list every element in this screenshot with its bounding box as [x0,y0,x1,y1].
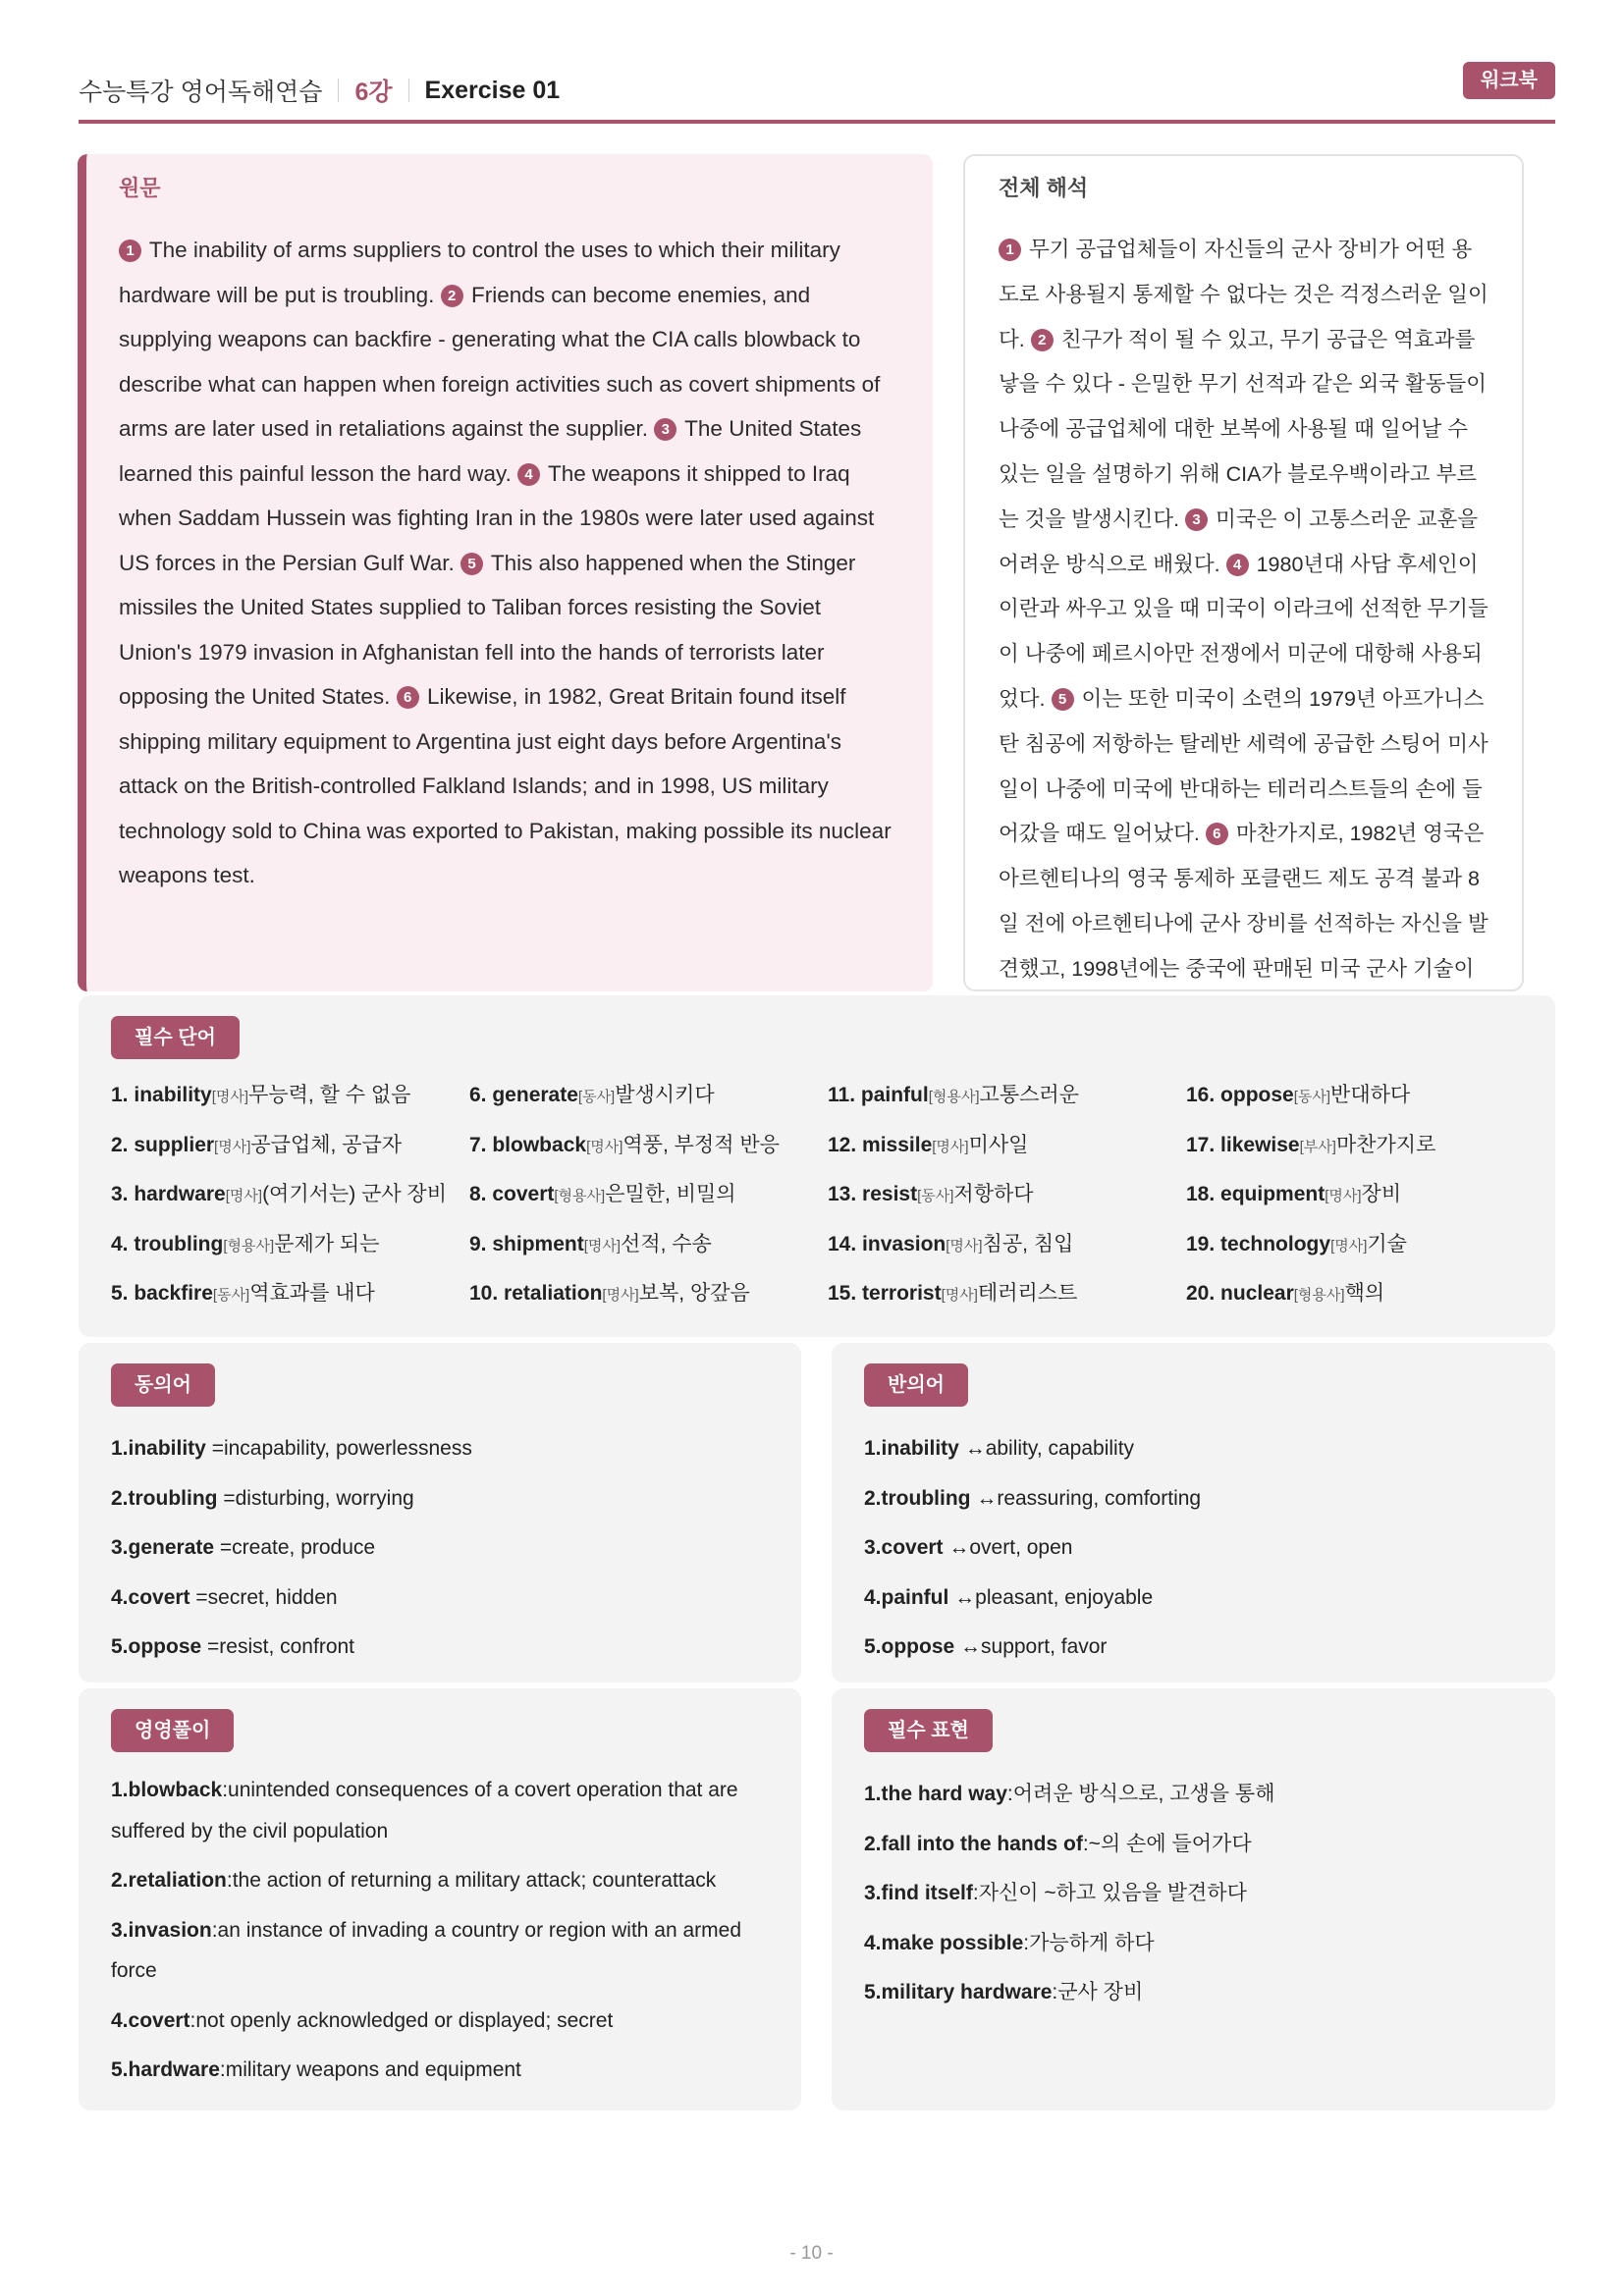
expressions-panel [832,1688,1555,2110]
antonym-item [864,1474,1523,1524]
vocab-item [111,1279,469,1329]
expression-item-term: 1.the hard way [864,1783,1007,1805]
translation-sentence-2: 친구가 적이 될 수 있고, 무기 공급은 역효과를 낳을 수 있다 - 은밀한 무기 선적과 같은 외국 활동들이 나중에 공급업체에 대한 보복에 사용될 때 일어날 수 있는 일을 설명하기 위해 CIA가 블로우백이라고 부르는 것을 발생시킨다. [999,327,1488,531]
sentence-number-5: 5 [460,553,483,575]
vocab-item [828,1230,1186,1280]
definitions-panel [79,1688,801,2110]
vocab-meaning: 기술 [1367,1232,1407,1255]
vocab-item [1186,1230,1500,1280]
header-divider [408,79,409,102]
vocab-word-text: supplier [134,1133,215,1156]
vocab-number: 8. [469,1183,487,1205]
original-sentence-1: The inability of arms suppliers to control the uses to which their military hardware will be put is troubling. [119,238,840,307]
sentence-number-4: 4 [1226,554,1249,576]
vocab-title: 필수 단어 [111,1016,240,1059]
vocab-word-text: retaliation [504,1282,603,1305]
synonym-item-term: 4.covert [111,1585,190,1609]
vocab-word [1186,1134,1300,1156]
synonym-item-term: 3.generate [111,1536,215,1559]
vocab-word [1186,1084,1294,1106]
vocab-word [111,1183,226,1205]
expression-item-text: :~의 손에 들어가다 [1082,1832,1252,1855]
definition-item [111,1910,769,1992]
expression-item [864,1820,1523,1870]
vocab-item [469,1279,828,1329]
vocab-word [828,1183,917,1205]
vocab-word-text: technology [1220,1232,1331,1255]
synonym-item-text: =create, produce [214,1536,376,1559]
vocab-pos: [동사] [577,1089,616,1105]
vocab-pos: [형용사] [1293,1287,1345,1304]
vocab-item [828,1180,1186,1230]
expression-item-term: 5.military hardware [864,1981,1053,2003]
synonyms-title: 동의어 [111,1363,215,1407]
original-sentence-3: The United States learned this painful lesson the hard way. [119,416,862,486]
vocab-pos: [형용사] [554,1188,606,1204]
vocab-word-text: equipment [1220,1183,1325,1205]
vocab-word-text: hardware [134,1183,226,1205]
vocab-word [111,1084,212,1106]
vocab-word [828,1233,946,1255]
sentence-number-2: 2 [1031,329,1054,351]
definition-item-term: 5.hardware [111,2058,220,2081]
expression-item [864,1968,1523,2018]
synonyms-list [111,1424,769,1673]
vocab-item [1186,1131,1500,1181]
vocab-pos: [명사] [941,1287,978,1304]
sentence-number-4: 4 [517,463,540,486]
definition-item-term: 1.blowback [111,1779,223,1801]
sentence-number-1: 1 [119,240,141,262]
vocab-word [469,1183,554,1205]
vocab-meaning: 무능력, 할 수 없음 [248,1084,411,1106]
expressions-list [864,1770,1523,2018]
sentence-number-6: 6 [397,686,419,709]
vocab-number: 3. [111,1183,129,1205]
antonym-item-text: ↔overt, open [943,1536,1073,1559]
vocab-pos: [동사] [1293,1089,1331,1105]
vocab-pos: [명사] [1330,1237,1368,1255]
vocab-word [1186,1233,1330,1255]
translation-sentence-4: 1980년대 사담 후세인이 이란과 싸우고 있을 때 미국이 이라크에 선적한 무기들이 나중에 페르시아만 전쟁에서 미군에 대항해 사용되었다. [999,552,1488,711]
expression-item [864,1869,1523,1919]
definition-item [111,1860,769,1901]
vocab-pos: [형용사] [223,1237,275,1255]
vocab-pos: [동사] [917,1188,954,1204]
synonyms-panel [79,1343,801,1682]
vocab-meaning: 장비 [1361,1183,1402,1205]
vocab-word [469,1134,586,1156]
vocab-meaning: 미사일 [968,1133,1029,1156]
vocab-meaning: (여기서는) 군사 장비 [262,1183,448,1205]
antonym-item-term: 5.oppose [864,1635,955,1658]
definitions-title: 영영풀이 [111,1709,234,1752]
definition-item [111,1770,769,1851]
synonym-item [111,1474,769,1524]
vocab-pos: [형용사] [928,1089,980,1105]
vocab-meaning: 마찬가지로 [1335,1133,1436,1156]
antonym-item [864,1523,1523,1574]
vocab-item [469,1230,828,1280]
original-text-box [78,154,933,991]
vocab-word [1186,1183,1325,1205]
synonym-item-term: 2.troubling [111,1486,218,1510]
vocab-item [1186,1279,1500,1329]
vocab-item [111,1230,469,1280]
original-sentence-4: The weapons it shipped to Iraq when Saddam Hussein was fighting Iran in the 1980s were later used against US forces in the Persian Gulf War. [119,460,875,575]
definition-item-text: :unintended consequences of a covert operation that are suffered by the civil population [111,1779,738,1842]
vocab-meaning: 보복, 앙갚음 [638,1282,750,1305]
vocab-word [828,1282,942,1305]
workbook-badge: 워크북 [1463,62,1555,99]
vocab-word [111,1233,223,1255]
vocab-word-text: invasion [862,1232,947,1255]
definition-item-text: :an instance of invading a country or region with an armed force [111,1918,742,1982]
vocab-meaning: 반대하다 [1330,1084,1411,1106]
vocab-number: 4. [111,1232,129,1255]
vocab-word-text: backfire [134,1282,213,1305]
expression-item-term: 2.fall into the hands of [864,1832,1083,1855]
vocab-word-text: resist [862,1183,918,1205]
vocab-pos: [명사] [602,1287,639,1304]
antonym-item-text: ↔ability, capability [958,1437,1135,1460]
original-title: 원문 [119,176,161,200]
page-number: - 10 - [789,2243,834,2264]
definition-item-text: :military weapons and equipment [219,2058,521,2081]
vocab-number: 1. [111,1084,129,1106]
vocab-pos: [명사] [1325,1188,1362,1204]
synonym-item [111,1424,769,1474]
vocab-word-text: covert [492,1183,555,1205]
vocab-word-text: oppose [1220,1084,1294,1106]
original-sentence-6: Likewise, in 1982, Great Britain found itself shipping military equipment to Argentina just eight days before Argentina's attack on the British-controlled Falkland Islands; and in 1998, US military technology sold to China was exported to Pakistan, making possible its nuclear weapons test. [119,684,892,887]
vocab-item [111,1131,469,1181]
antonym-item-text: ↔reassuring, comforting [970,1486,1202,1510]
antonyms-title: 반의어 [864,1363,968,1407]
vocab-word-text: troubling [134,1232,224,1255]
definition-item [111,2001,769,2042]
antonym-item-term: 2.troubling [864,1486,971,1510]
vocab-meaning: 선적, 수송 [621,1232,712,1255]
translation-body [999,228,1488,1037]
header-divider [338,79,339,102]
synonym-item [111,1574,769,1624]
vocab-item [469,1081,828,1131]
vocab-number: 7. [469,1133,487,1156]
vocab-number: 9. [469,1232,487,1255]
vocab-number: 18. [1186,1183,1216,1205]
vocab-number: 20. [1186,1282,1216,1305]
vocab-meaning: 핵의 [1344,1282,1385,1305]
vocab-list [111,1081,1523,1329]
vocab-item [111,1081,469,1131]
expression-item-term: 3.find itself [864,1882,973,1904]
translation-sentence-3: 미국은 이 고통스러운 교훈을 어려운 방식으로 배웠다. [999,507,1479,576]
vocab-pos: [명사] [225,1188,263,1204]
vocab-item [1186,1180,1500,1230]
vocab-meaning: 은밀한, 비밀의 [605,1183,736,1205]
vocab-pos: [명사] [586,1138,623,1155]
original-body [119,228,897,898]
antonym-item-term: 4.painful [864,1585,949,1609]
antonyms-panel [832,1343,1555,1682]
original-sentence-2: Friends can become enemies, and supplying weapons can backfire - generating what the CIA calls blowback to describe what can happen when foreign activities such as covert shipments of arms are later used in retaliations against the supplier. [119,282,881,441]
expression-item-text: :어려운 방식으로, 고생을 통해 [1006,1783,1275,1805]
definition-item [111,2050,769,2091]
vocab-pos: [동사] [212,1287,250,1304]
definitions-list [111,1770,769,2091]
antonym-item-text: ↔pleasant, enjoyable [948,1585,1154,1609]
expression-item-text: :군사 장비 [1052,1981,1144,2003]
expression-item-text: :자신이 ~하고 있음을 발견하다 [972,1882,1247,1904]
vocab-meaning: 문제가 되는 [274,1232,380,1255]
vocab-word [828,1084,929,1106]
vocab-word [1186,1282,1294,1305]
synonym-item-text: =secret, hidden [189,1585,338,1609]
sentence-number-1: 1 [999,239,1021,261]
vocab-word-text: painful [860,1084,929,1106]
translation-box [963,154,1524,991]
expression-item-term: 4.make possible [864,1931,1024,1954]
vocab-word [111,1282,213,1305]
vocab-word-text: inability [134,1084,212,1106]
synonym-item-text: =disturbing, worrying [217,1486,414,1510]
vocab-meaning: 테러리스트 [977,1282,1078,1305]
antonym-item-text: ↔support, favor [954,1635,1108,1658]
vocab-meaning: 고통스러운 [979,1084,1079,1106]
vocab-number: 15. [828,1282,857,1305]
vocab-word-text: generate [492,1084,578,1106]
synonym-item-term: 1.inability [111,1437,206,1460]
vocab-item [469,1131,828,1181]
antonym-item-term: 3.covert [864,1536,944,1559]
vocab-number: 2. [111,1133,129,1156]
vocab-number: 19. [1186,1232,1216,1255]
vocab-word-text: likewise [1220,1133,1300,1156]
sentence-number-6: 6 [1206,823,1228,845]
vocab-pos: [명사] [946,1237,983,1255]
vocab-word-text: terrorist [862,1282,942,1305]
vocab-word-text: blowback [492,1133,587,1156]
expressions-title: 필수 표현 [864,1709,993,1752]
vocab-item [111,1180,469,1230]
synonym-item-text: =resist, confront [201,1635,355,1658]
vocab-item [828,1279,1186,1329]
sentence-number-5: 5 [1052,688,1074,711]
antonym-item-term: 1.inability [864,1437,959,1460]
vocab-number: 17. [1186,1133,1216,1156]
vocab-pos: [부사] [1299,1138,1336,1155]
vocab-word-text: nuclear [1220,1282,1294,1305]
vocab-meaning: 공급업체, 공급자 [250,1133,403,1156]
vocab-number: 10. [469,1282,499,1305]
translation-title: 전체 해석 [999,176,1089,200]
vocab-item [469,1180,828,1230]
page-header [79,61,1555,124]
vocab-meaning: 침공, 침입 [982,1232,1074,1255]
sentence-number-3: 3 [654,418,676,441]
exercise-label: Exercise 01 [424,76,561,104]
translation-sentence-6: 마찬가지로, 1982년 영국은 아르헨티나의 영국 통제하 포클랜드 제도 공격 불과 8일 전에 아르헨티나에 군사 장비를 선적하는 자신을 발견했고, 1998년에는 중국에 판매된 미국 군사 기술이 [999,822,1488,981]
lesson-label: 6강 [354,79,393,106]
translation-sentence-5: 이는 또한 미국이 소련의 1979년 아프가니스탄 침공에 저항하는 탈레반 세력에 공급한 스팅어 미사일이 나중에 미국에 반대하는 테러리스트들의 손에 들어갔을 때도 일어났다. [999,686,1488,846]
synonym-item-term: 5.oppose [111,1635,202,1658]
vocab-meaning: 역효과를 내다 [249,1282,375,1305]
definition-item-text: :not openly acknowledged or displayed; secret [189,2008,614,2032]
synonym-item [111,1623,769,1673]
vocab-word [469,1233,584,1255]
antonym-item [864,1574,1523,1624]
original-sentence-5: This also happened when the Stinger missiles the United States supplied to Taliban forces resisting the Soviet Union's 1979 invasion in Afghanistan fell into the hands of terrorists later opposing the United States. [119,550,856,709]
vocab-meaning: 역풍, 부정적 반응 [622,1133,780,1156]
vocab-number: 13. [828,1183,857,1205]
vocab-number: 5. [111,1282,129,1305]
vocab-word [469,1282,602,1305]
sentence-number-3: 3 [1185,508,1208,531]
vocab-word-text: missile [862,1133,933,1156]
antonyms-list [864,1424,1523,1673]
vocab-word-text: shipment [492,1232,584,1255]
synonym-item [111,1523,769,1574]
definition-item-term: 2.retaliation [111,1869,227,1892]
vocab-meaning: 발생시키다 [615,1084,715,1106]
vocab-number: 6. [469,1084,487,1106]
definition-item-term: 4.covert [111,2008,190,2032]
vocab-panel [79,995,1555,1337]
vocab-word [469,1084,578,1106]
vocab-word [828,1134,932,1156]
vocab-number: 16. [1186,1084,1216,1106]
vocab-item [828,1131,1186,1181]
expression-item [864,1770,1523,1820]
definition-item-text: :the action of returning a military attack; counterattack [226,1869,717,1892]
synonym-item-text: =incapability, powerlessness [205,1437,472,1460]
vocab-meaning: 저항하다 [953,1183,1034,1205]
vocab-word [111,1134,214,1156]
book-title: 수능특강 영어독해연습 [79,79,323,106]
expression-item [864,1919,1523,1969]
vocab-item [1186,1081,1500,1131]
vocab-pos: [명사] [583,1237,622,1255]
vocab-item [828,1081,1186,1131]
sentence-number-2: 2 [441,285,463,307]
vocab-number: 12. [828,1133,857,1156]
vocab-pos: [명사] [211,1089,249,1105]
expression-item-text: :가능하게 하다 [1023,1931,1155,1954]
vocab-pos: [명사] [214,1138,251,1155]
vocab-pos: [명사] [932,1138,969,1155]
vocab-number: 14. [828,1232,857,1255]
vocab-number: 11. [828,1084,856,1106]
translation-sentence-1: 무기 공급업체들이 자신들의 군사 장비가 어떤 용도로 사용될지 통제할 수 없다는 것은 걱정스러운 일이다. [999,238,1488,351]
antonym-item [864,1623,1523,1673]
antonym-item [864,1424,1523,1474]
definition-item-term: 3.invasion [111,1918,212,1942]
